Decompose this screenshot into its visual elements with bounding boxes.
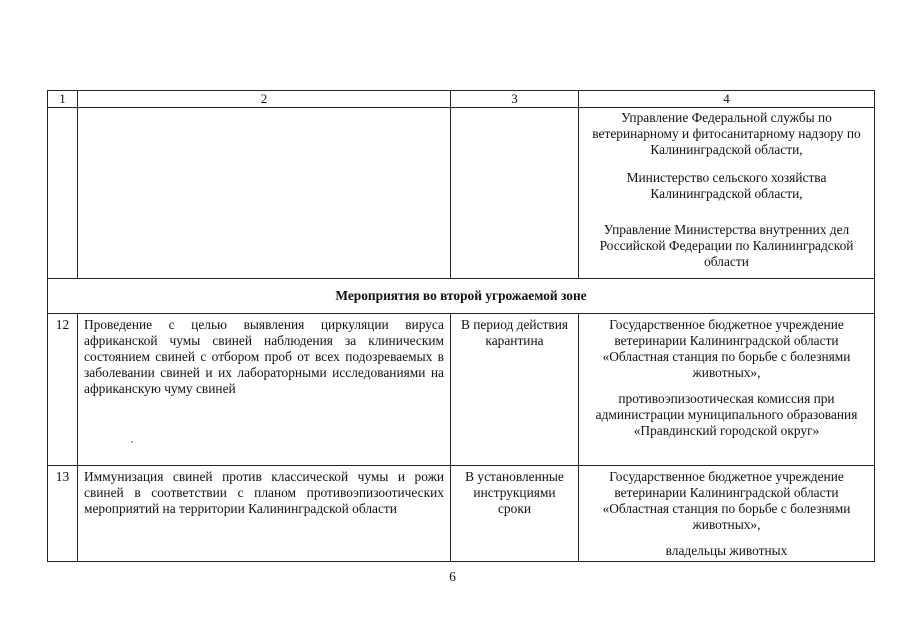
table-row <box>48 108 875 279</box>
activity-text: Проведение с целью выявления циркуляции вируса африканской чумы свиней наблюдения за клиническим состоянием свиней с отбором проб от всех подозреваемых в заболевании свиней и их лабораторными исследованиями на африканскую чуму свиней <box>78 314 451 466</box>
column-number-row <box>48 91 875 108</box>
term-text: В период действия карантина <box>451 314 579 466</box>
responsible-text: владельцы животных <box>665 543 788 558</box>
responsible-cell <box>579 466 875 562</box>
column-number-2: 2 <box>78 91 451 108</box>
responsible-text: Управление Федеральной службы по ветеринарному и фитосанитарному надзору по Калининградской области, <box>592 110 861 157</box>
row-number: 12 <box>48 314 78 466</box>
section-row <box>48 279 875 314</box>
term-cell <box>451 108 579 279</box>
responsible-text: Управление Министерства внутренних дел Российской Федерации по Калининградской области <box>599 222 854 269</box>
term-text: В установленные инструкциями сроки <box>451 466 579 562</box>
page-number: 6 <box>449 569 456 584</box>
section-title: Мероприятия во второй угрожаемой зоне <box>48 279 875 314</box>
responsible-cell <box>579 314 875 466</box>
table-row <box>48 314 875 466</box>
row-number: 13 <box>48 466 78 562</box>
responsible-text: Государственное бюджетное учреждение ветеринарии Калининградской области «Областная станция по борьбе с болезнями животных», <box>602 317 851 380</box>
responsible-text: противоэпизоотическая комиссия при администрации муниципального образования «Правдинский городской округ» <box>595 391 858 438</box>
responsible-cell <box>579 108 875 279</box>
column-number-4: 4 <box>579 91 875 108</box>
measures-table <box>47 90 875 562</box>
column-number-1: 1 <box>48 91 78 108</box>
column-number-3: 3 <box>451 91 579 108</box>
responsible-text: Министерство сельского хозяйства Калининградской области, <box>626 170 827 201</box>
activity-cell <box>78 108 451 279</box>
responsible-text: Государственное бюджетное учреждение ветеринарии Калининградской области «Областная станция по борьбе с болезнями животных», <box>602 469 851 532</box>
scan-speck <box>131 441 133 443</box>
activity-text: Иммунизация свиней против классической чумы и рожи свиней в соответствии с планом противоэпизоотических мероприятий на территории Калининградской области <box>78 466 451 562</box>
table-row <box>48 466 875 562</box>
row-number-cell <box>48 108 78 279</box>
